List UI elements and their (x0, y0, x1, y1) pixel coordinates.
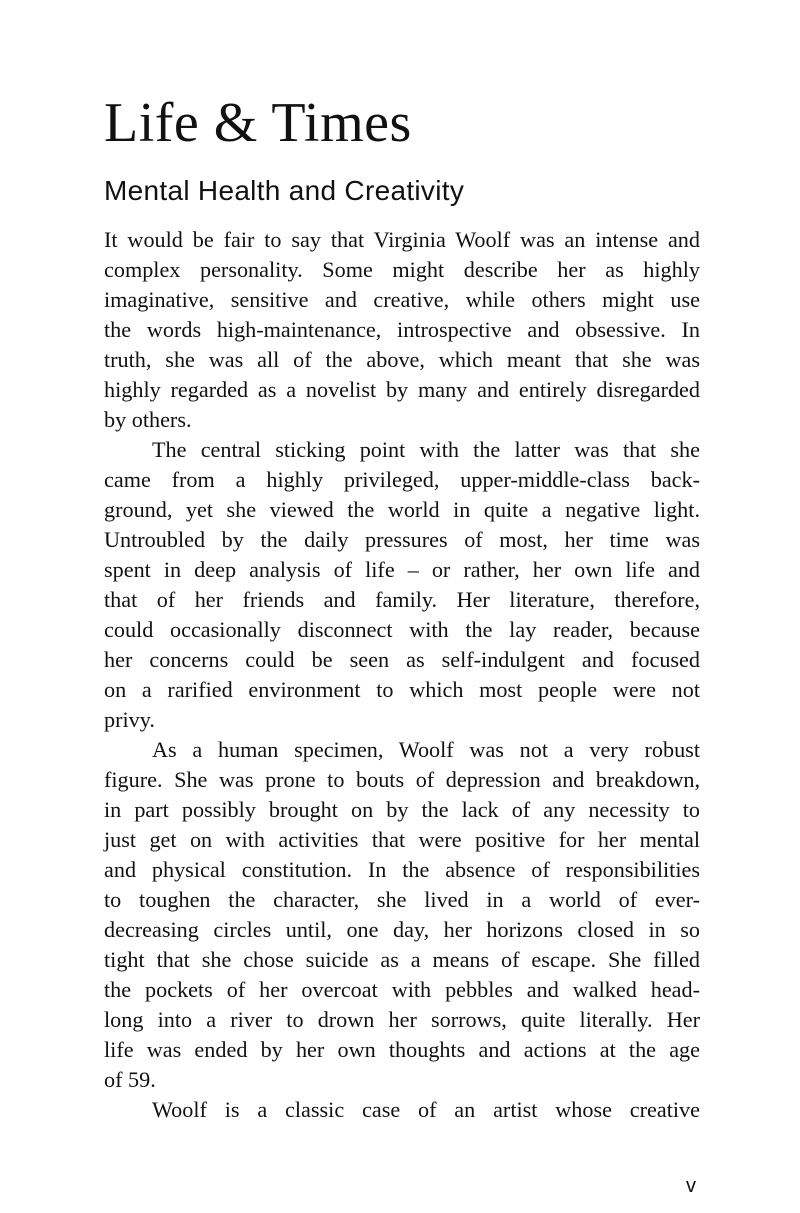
text-line: complex personality. Some might describe her as highly (104, 257, 700, 282)
text-line: Untroubled by the daily pressures of most, her time was (104, 527, 700, 552)
text-line: by others. (104, 407, 192, 432)
text-line: imaginative, sensitive and creative, while others might use (104, 287, 700, 312)
text-line: The central sticking point with the latter was that she (152, 437, 700, 462)
text-line: of 59. (104, 1067, 156, 1092)
text-line: ground, yet she viewed the world in quite a negative light. (104, 497, 700, 522)
paragraph-3 (104, 735, 700, 1095)
text-line: It would be fair to say that Virginia Woolf was an intense and (104, 227, 700, 252)
text-line: long into a river to drown her sorrows, quite literally. Her (104, 1007, 700, 1032)
section-heading: Mental Health and Creativity (104, 175, 465, 206)
text-line: Woolf is a classic case of an artist whose creative (152, 1097, 700, 1122)
text-line: just get on with activities that were positive for her mental (104, 827, 700, 852)
text-line: could occasionally disconnect with the lay reader, because (104, 617, 700, 642)
text-line: her concerns could be seen as self-indulgent and focused (104, 647, 700, 672)
chapter-title: Life & Times (104, 92, 412, 154)
paragraph-1 (104, 225, 700, 435)
text-line: life was ended by her own thoughts and actions at the age (104, 1037, 700, 1062)
paragraph-4 (104, 1095, 700, 1125)
text-line: the pockets of her overcoat with pebbles and walked head- (104, 977, 700, 1002)
page-number: v (686, 1175, 696, 1197)
text-line: privy. (104, 707, 155, 732)
text-line: the words high-maintenance, introspective and obsessive. In (104, 317, 700, 342)
text-line: As a human specimen, Woolf was not a very robust (152, 737, 700, 762)
text-line: figure. She was prone to bouts of depression and breakdown, (104, 767, 700, 792)
text-line: in part possibly brought on by the lack of any necessity to (104, 797, 700, 822)
paragraph-2 (104, 435, 700, 735)
text-line: highly regarded as a novelist by many and entirely disregarded (104, 377, 700, 402)
text-line: truth, she was all of the above, which meant that she was (104, 347, 700, 372)
text-line: on a rarified environment to which most people were not (104, 677, 700, 702)
text-line: to toughen the character, she lived in a world of ever- (104, 887, 700, 912)
text-line: came from a highly privileged, upper-middle-class back- (104, 467, 700, 492)
text-line: tight that she chose suicide as a means of escape. She filled (104, 947, 700, 972)
text-line: decreasing circles until, one day, her horizons closed in so (104, 917, 700, 942)
body-text (104, 225, 700, 1125)
text-line: that of her friends and family. Her literature, therefore, (104, 587, 700, 612)
text-line: spent in deep analysis of life – or rather, her own life and (104, 557, 700, 582)
text-line: and physical constitution. In the absence of responsibilities (104, 857, 700, 882)
